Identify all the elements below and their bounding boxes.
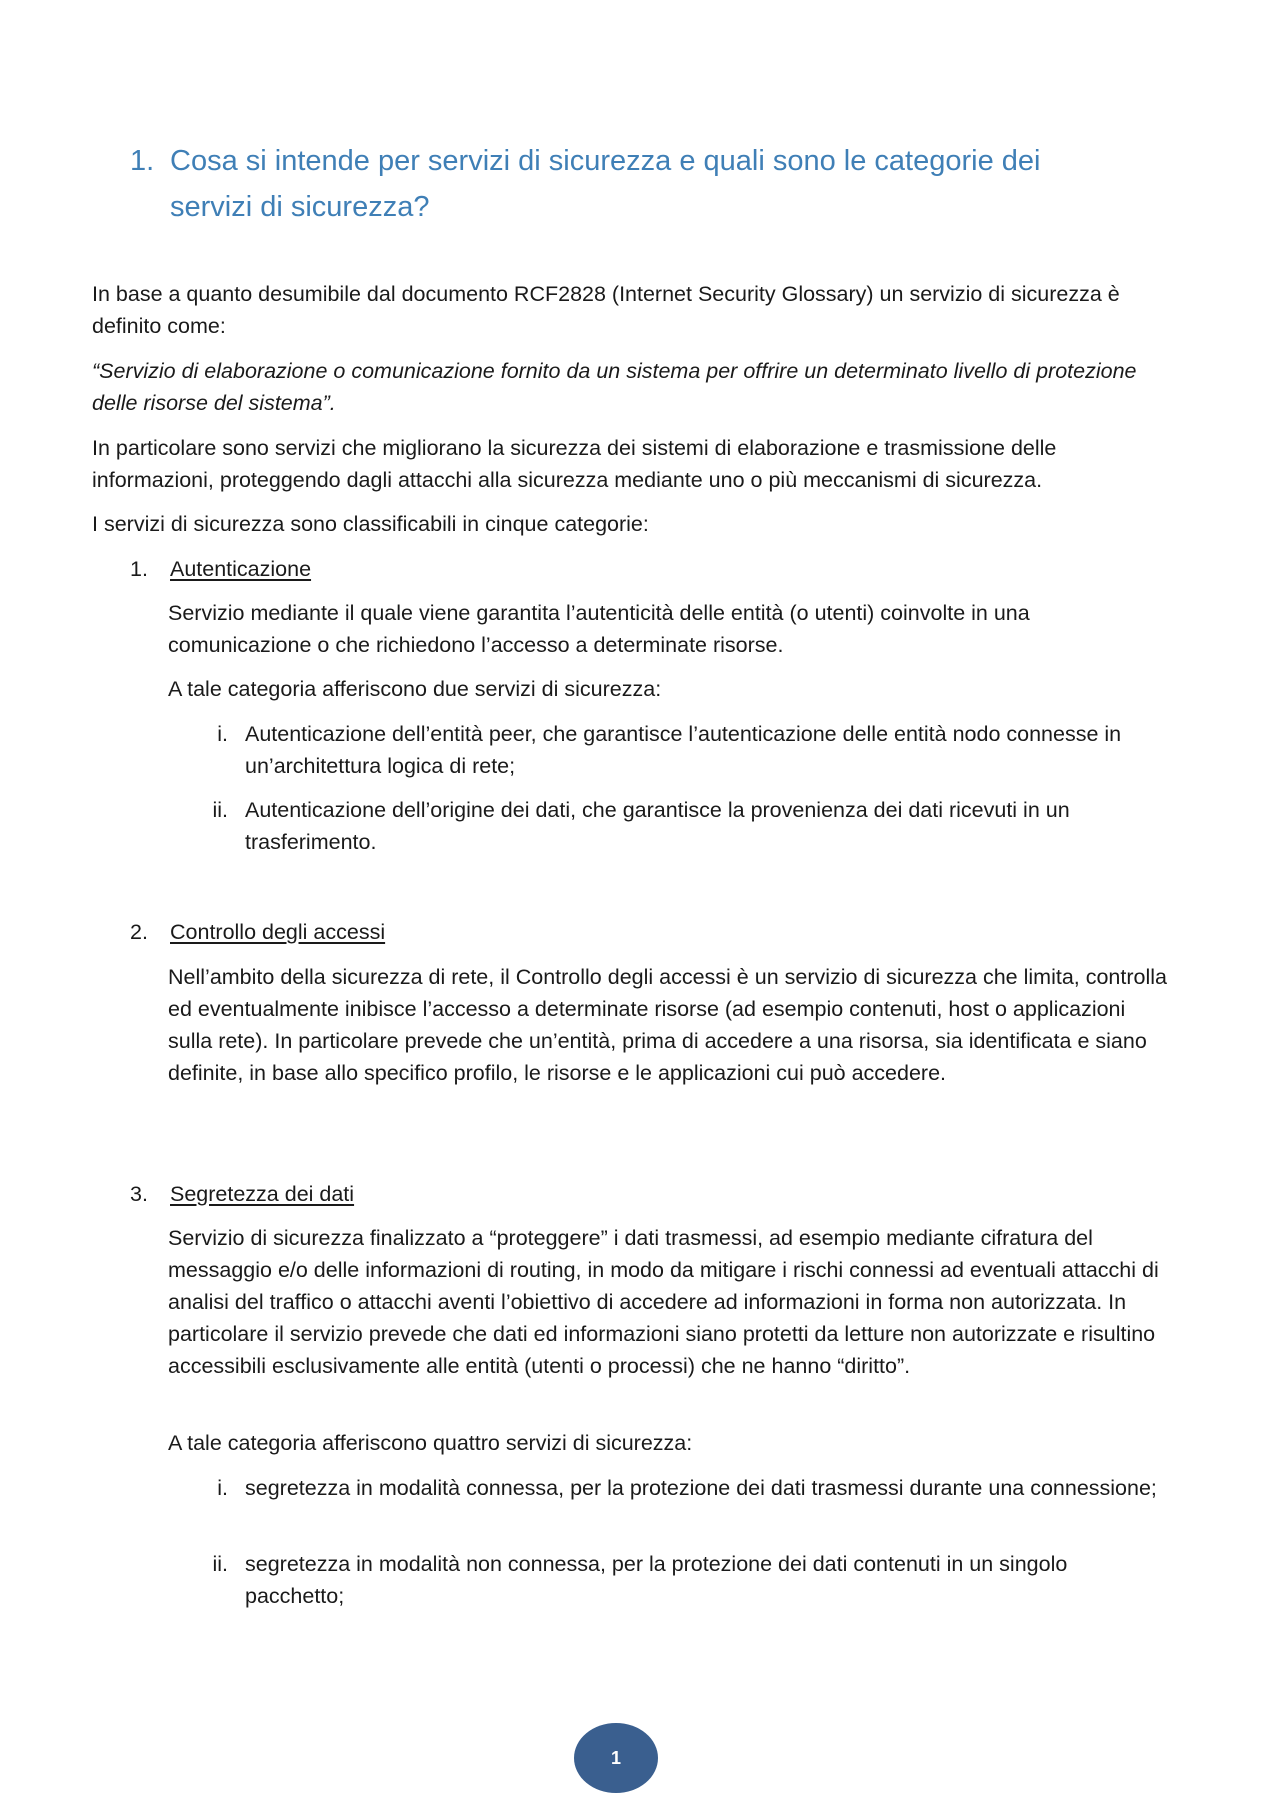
intro-paragraph: In base a quanto desumibile dal documento RCF2828 (Internet Security Glossary) un servizio di sicurezza è definito come: — [92, 282, 1120, 338]
page-number-badge — [574, 1723, 658, 1793]
sub-item-text: segretezza in modalità connessa, per la protezione dei dati trasmessi durante una connessione; — [245, 1476, 1157, 1500]
sub-item-marker: i. — [217, 722, 228, 746]
sub-item-text: Autenticazione dell’origine dei dati, che garantisce la provenienza dei dati ricevuti in un trasferimento. — [245, 798, 1070, 854]
category-subintro: A tale categoria afferiscono due servizi di sicurezza: — [168, 677, 662, 701]
categories-intro: I servizi di sicurezza sono classificabili in cinque categorie: — [92, 512, 649, 536]
category-title: Autenticazione — [170, 557, 312, 581]
category-description: Servizio di sicurezza finalizzato a “proteggere” i dati trasmessi, ad esempio mediante cifratura del messaggio e/o delle informazioni di routing, in modo da mitigare i rischi connessi ad eventuali attacchi di analisi del traffico o attacchi aventi l’obiettivo di accedere ad informazioni in forma non autorizzata. In particolare il servizio prevede che dati ed informazioni siano protetti da letture non autorizzate e risultino accessibili esclusivamente alle entità (utenti o processi) che ne hanno “diritto”. — [168, 1226, 1159, 1378]
sub-item-marker: i. — [217, 1476, 228, 1500]
category-title: Segretezza dei dati — [170, 1182, 355, 1206]
category-description: Servizio mediante il quale viene garantita l’autenticità delle entità (o utenti) coinvolte in una comunicazione o che richiedono l’accesso a determinate risorse. — [168, 601, 1030, 657]
category-subintro: A tale categoria afferiscono quattro servizi di sicurezza: — [168, 1431, 693, 1455]
heading-number: 1. — [130, 145, 155, 177]
sub-item-text: segretezza in modalità non connessa, per la protezione dei dati contenuti in un singolo pacchetto; — [245, 1552, 1068, 1608]
page-number: 1 — [610, 1747, 621, 1768]
category-number: 1. — [130, 557, 148, 581]
sub-item-text: Autenticazione dell’entità peer, che garantisce l’autenticazione delle entità nodo connesse in un’architettura logica di rete; — [245, 722, 1122, 778]
sub-item-marker: ii. — [212, 1552, 228, 1576]
intro-paragraph-2: In particolare sono servizi che migliorano la sicurezza dei sistemi di elaborazione e trasmissione delle informazioni, proteggendo dagli attacchi alla sicurezza mediante uno o più meccanismi di sicurezza. — [92, 436, 1057, 492]
definition-quote: “Servizio di elaborazione o comunicazione fornito da un sistema per offrire un determinato livello di protezione delle risorse del sistema”. — [92, 359, 1137, 415]
category-title: Controllo degli accessi — [170, 920, 386, 944]
sub-item-marker: ii. — [212, 798, 228, 822]
category-description: Nell’ambito della sicurezza di rete, il Controllo degli accessi è un servizio di sicurezza che limita, controlla ed eventualmente inibisce l’accesso a determinate risorse (ad esempio contenuti, host o applicazioni sulla rete). In particolare prevede che un’entità, prima di accedere a una risorsa, sia identificata e siano definite, in base allo specifico profilo, le risorse e le applicazioni cui può accedere. — [168, 965, 1167, 1085]
category-number: 2. — [130, 920, 148, 944]
heading-text: Cosa si intende per servizi di sicurezza e quali sono le categorie dei servizi di sicurezza? — [170, 145, 1041, 223]
category-number: 3. — [130, 1182, 148, 1206]
